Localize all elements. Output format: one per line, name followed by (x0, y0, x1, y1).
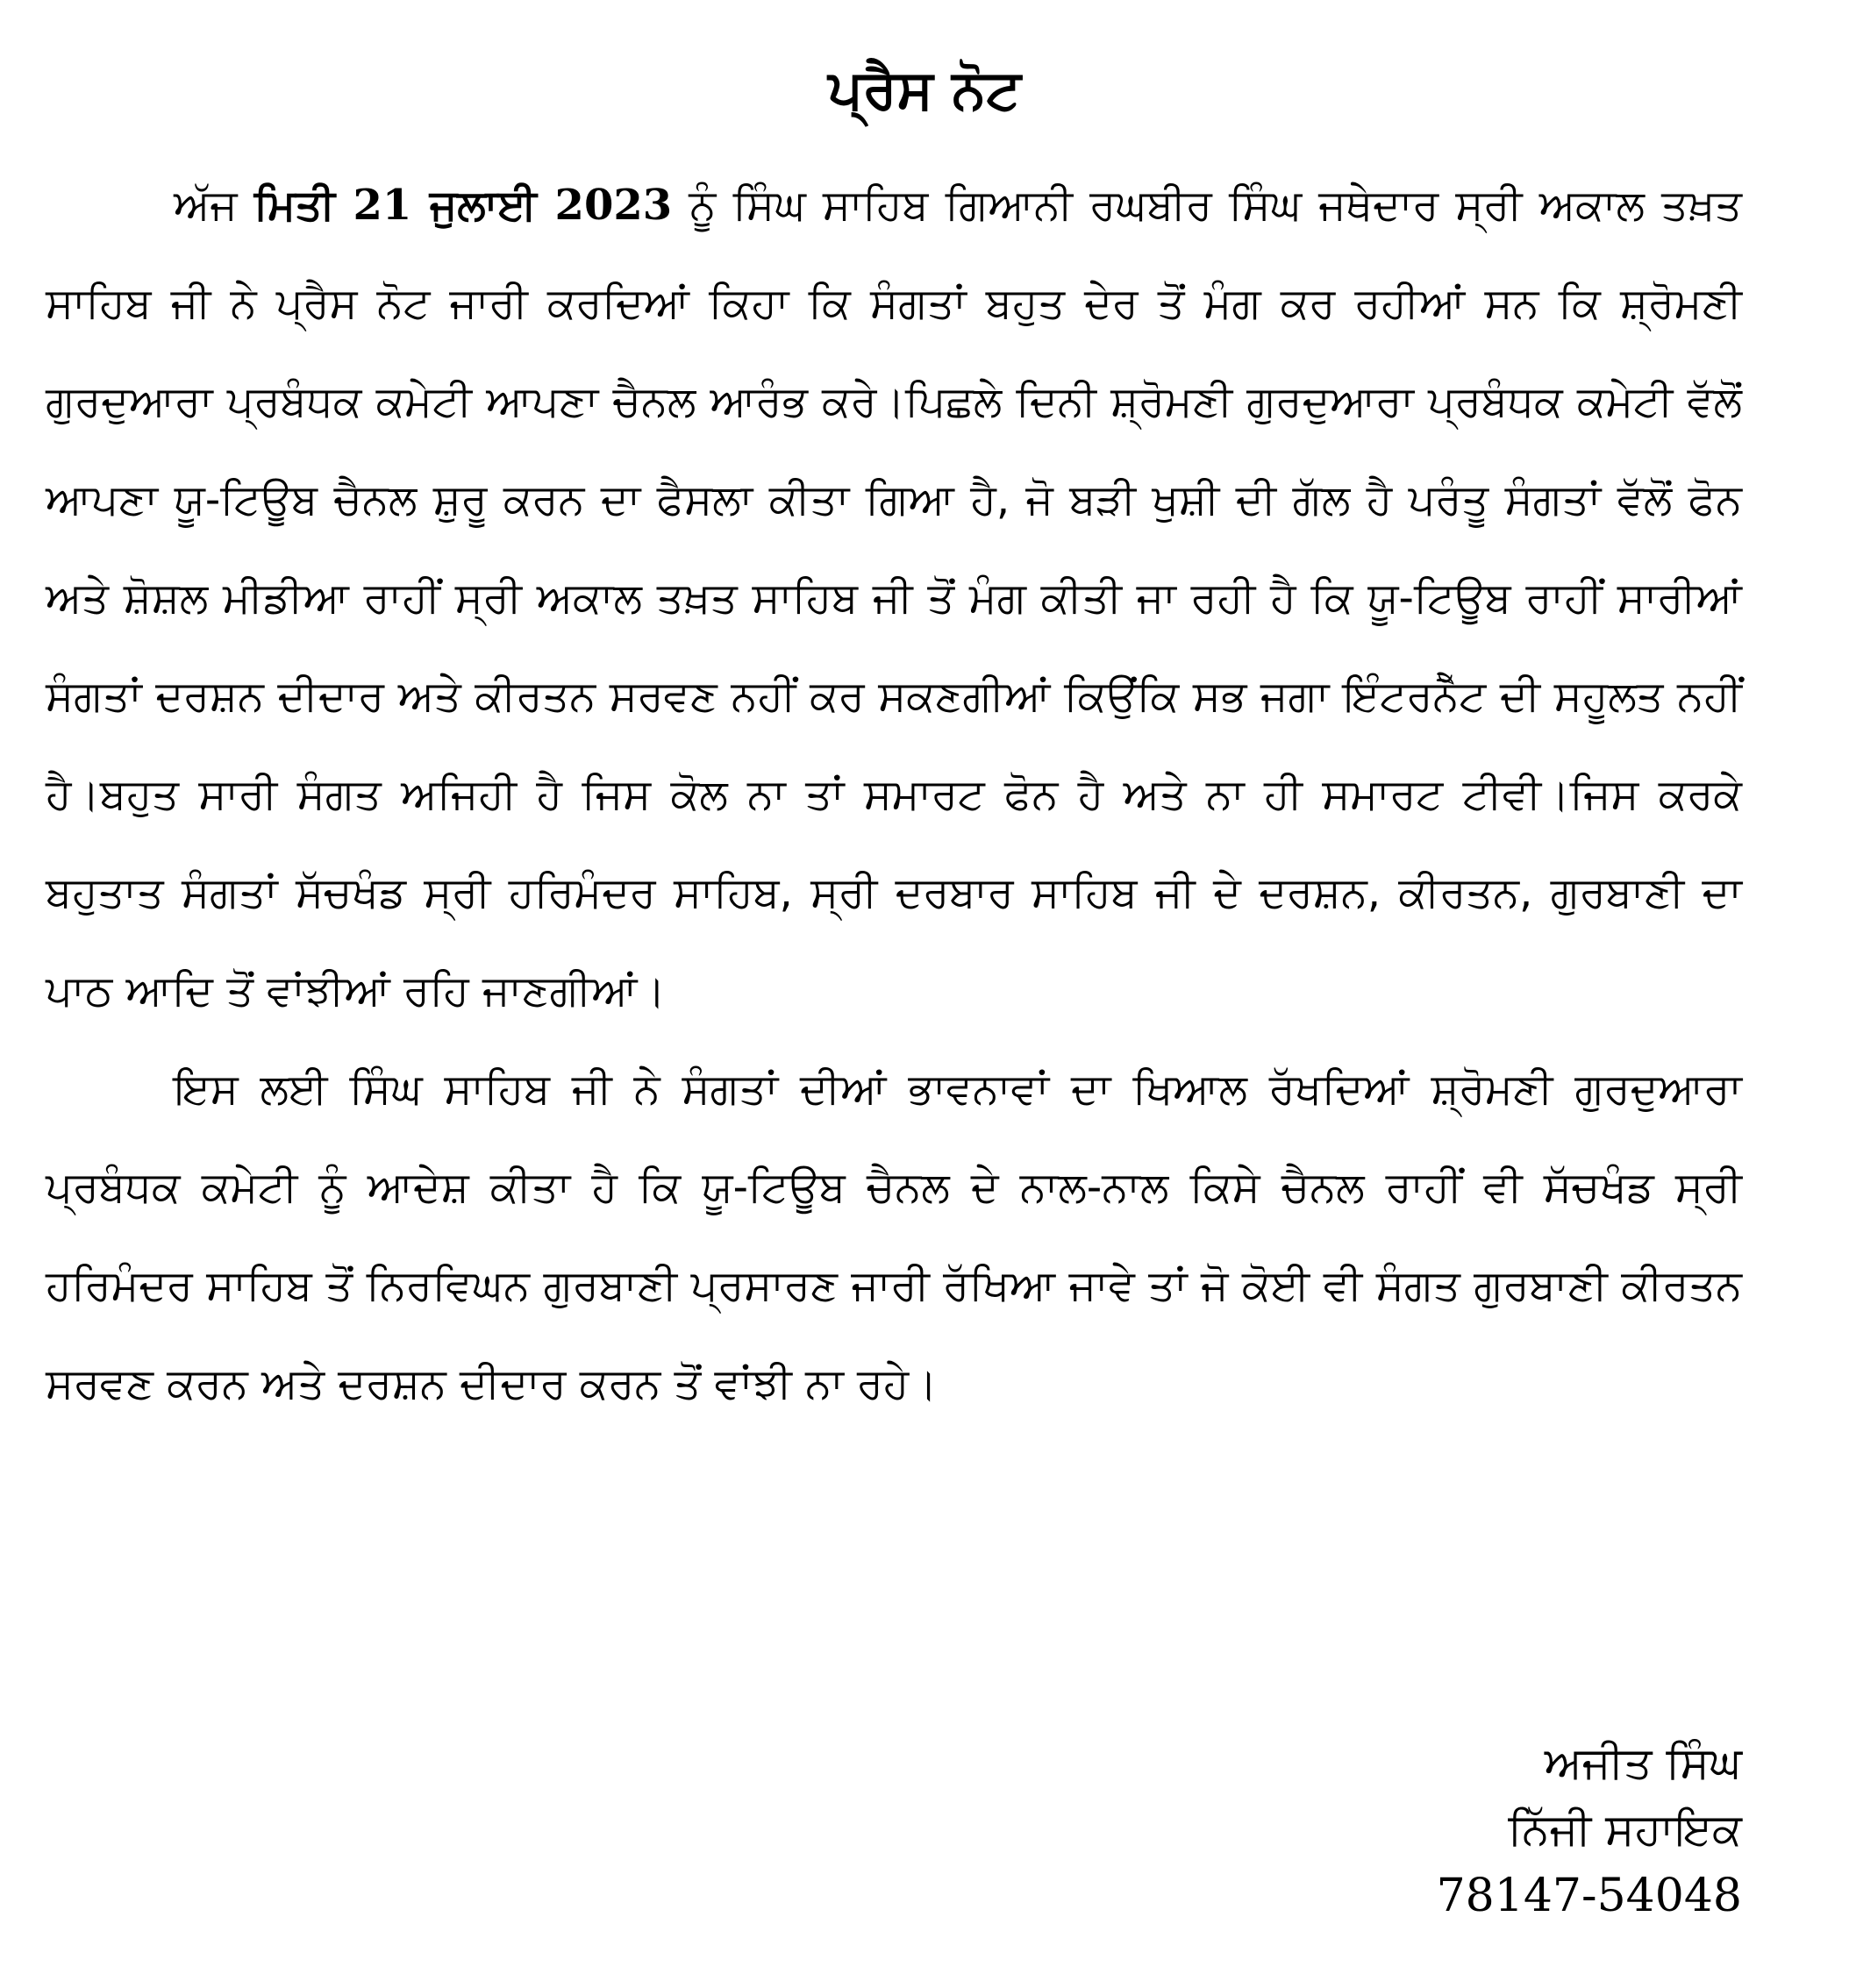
paragraph-1-text: ਨੂੰ ਸਿੰਘ ਸਾਹਿਬ ਗਿਆਨੀ ਰਘਬੀਰ ਸਿੰਘ ਜਥੇਦਾਰ ਸ੍ਰੀ ਅਕਾਲ ਤਖ਼ਤ ਸਾਹਿਬ ਜੀ ਨੇ ਪ੍ਰੈਸ ਨੋਟ ਜਾਰੀ ਕਰਦਿਆਂ ਕਿਹਾ ਕਿ ਸੰਗਤਾਂ ਬਹੁਤ ਦੇਰ ਤੋਂ ਮੰਗ ਕਰ ਰਹੀਆਂ ਸਨ ਕਿ ਸ਼੍ਰੋਮਣੀ ਗੁਰਦੁਆਰਾ ਪ੍ਰਬੰਧਕ ਕਮੇਟੀ ਆਪਣਾ ਚੈਨਲ ਆਰੰਭ ਕਰੇ।ਪਿਛਲੇ ਦਿਨੀ ਸ਼੍ਰੋਮਣੀ ਗੁਰਦੁਆਰਾ ਪ੍ਰਬੰਧਕ ਕਮੇਟੀ ਵੱਲੋਂ ਆਪਣਾ ਯੂ-ਟਿਊਬ ਚੈਨਲ ਸ਼ੁਰੂ ਕਰਨ ਦਾ ਫੈਸਲਾ ਕੀਤਾ ਗਿਆ ਹੈ, ਜੋ ਬੜੀ ਖੁਸ਼ੀ ਦੀ ਗੱਲ ਹੈ ਪਰੰਤੂ ਸੰਗਤਾਂ ਵੱਲੋਂ ਫੋਨ ਅਤੇ ਸ਼ੋਸ਼ਲ ਮੀਡੀਆ ਰਾਹੀਂ ਸ੍ਰੀ ਅਕਾਲ ਤਖ਼ਤ ਸਾਹਿਬ ਜੀ ਤੋਂ ਮੰਗ ਕੀਤੀ ਜਾ ਰਹੀ ਹੈ ਕਿ ਯੂ-ਟਿਊਬ ਰਾਹੀਂ ਸਾਰੀਆਂ ਸੰਗਤਾਂ ਦਰਸ਼ਨ ਦੀਦਾਰ ਅਤੇ ਕੀਰਤਨ ਸਰਵਣ ਨਹੀਂ ਕਰ ਸਕਣਗੀਆਂ ਕਿਉਂਕਿ ਸਭ ਜਗਾ ਇੰਟਰਨੈੱਟ ਦੀ ਸਹੂਲਤ ਨਹੀਂ ਹੈ।ਬਹੁਤ ਸਾਰੀ ਸੰਗਤ ਅਜਿਹੀ ਹੈ ਜਿਸ ਕੋਲ ਨਾ ਤਾਂ ਸਮਾਰਟ ਫੋਨ ਹੈ ਅਤੇ ਨਾ ਹੀ ਸਮਾਰਟ ਟੀਵੀ।ਜਿਸ ਕਰਕੇ ਬਹੁਤਾਤ ਸੰਗਤਾਂ ਸੱਚਖੰਡ ਸ੍ਰੀ ਹਰਿਮੰਦਰ ਸਾਹਿਬ, ਸ੍ਰੀ ਦਰਬਾਰ ਸਾਹਿਬ ਜੀ ਦੇ ਦਰਸ਼ਨ, ਕੀਰਤਨ, ਗੁਰਬਾਣੀ ਦਾ ਪਾਠ ਆਦਿ ਤੋਂ ਵਾਂਝੀਆਂ ਰਹਿ ਜਾਣਗੀਆਂ। (46, 181, 1742, 1015)
paragraph-1-intro: ਅੱਜ (174, 181, 238, 230)
signatory-role: ਨਿੱਜੀ ਸਹਾਇਕ (1508, 1804, 1742, 1855)
signatory-name: ਅਜੀਤ ਸਿੰਘ (1544, 1737, 1742, 1788)
phone-number: 78147-54048 (1436, 1870, 1742, 1922)
date-highlight: ਮਿਤੀ 21 ਜੁਲਾਈ 2023 (253, 181, 673, 230)
page-title: ਪ੍ਰੈਸ ਨੋਟ (828, 57, 1021, 121)
paragraph-2: ਇਸ ਲਈ ਸਿੰਘ ਸਾਹਿਬ ਜੀ ਨੇ ਸੰਗਤਾਂ ਦੀਆਂ ਭਾਵਨਾਵਾਂ ਦਾ ਖਿਆਲ ਰੱਖਦਿਆਂ ਸ਼੍ਰੋਮਣੀ ਗੁਰਦੁਆਰਾ ਪ੍ਰਬੰਧਕ ਕਮੇਟੀ ਨੂੰ ਆਦੇਸ਼ ਕੀਤਾ ਹੈ ਕਿ ਯੂ-ਟਿਊਬ ਚੈਨਲ ਦੇ ਨਾਲ-ਨਾਲ ਕਿਸੇ ਚੈਨਲ ਰਾਹੀਂ ਵੀ ਸੱਚਖੰਡ ਸ੍ਰੀ ਹਰਿਮੰਦਰ ਸਾਹਿਬ ਤੋਂ ਨਿਰਵਿਘਨ ਗੁਰਬਾਣੀ ਪ੍ਰਸਾਰਣ ਜਾਰੀ ਰੱਖਿਆ ਜਾਵੇ ਤਾਂ ਜੋ ਕੋਈ ਵੀ ਸੰਗਤ ਗੁਰਬਾਣੀ ਕੀਰਤਨ ਸਰਵਣ ਕਰਨ ਅਤੇ ਦਰਸ਼ਨ ਦੀਦਾਰ ਕਰਨ ਤੋਂ ਵਾਂਝੀ ਨਾ ਰਹੇ। (46, 1065, 1742, 1408)
document-body (46, 156, 1742, 1433)
paragraph-1 (46, 156, 1742, 1040)
signature-block (1437, 1729, 1742, 1929)
